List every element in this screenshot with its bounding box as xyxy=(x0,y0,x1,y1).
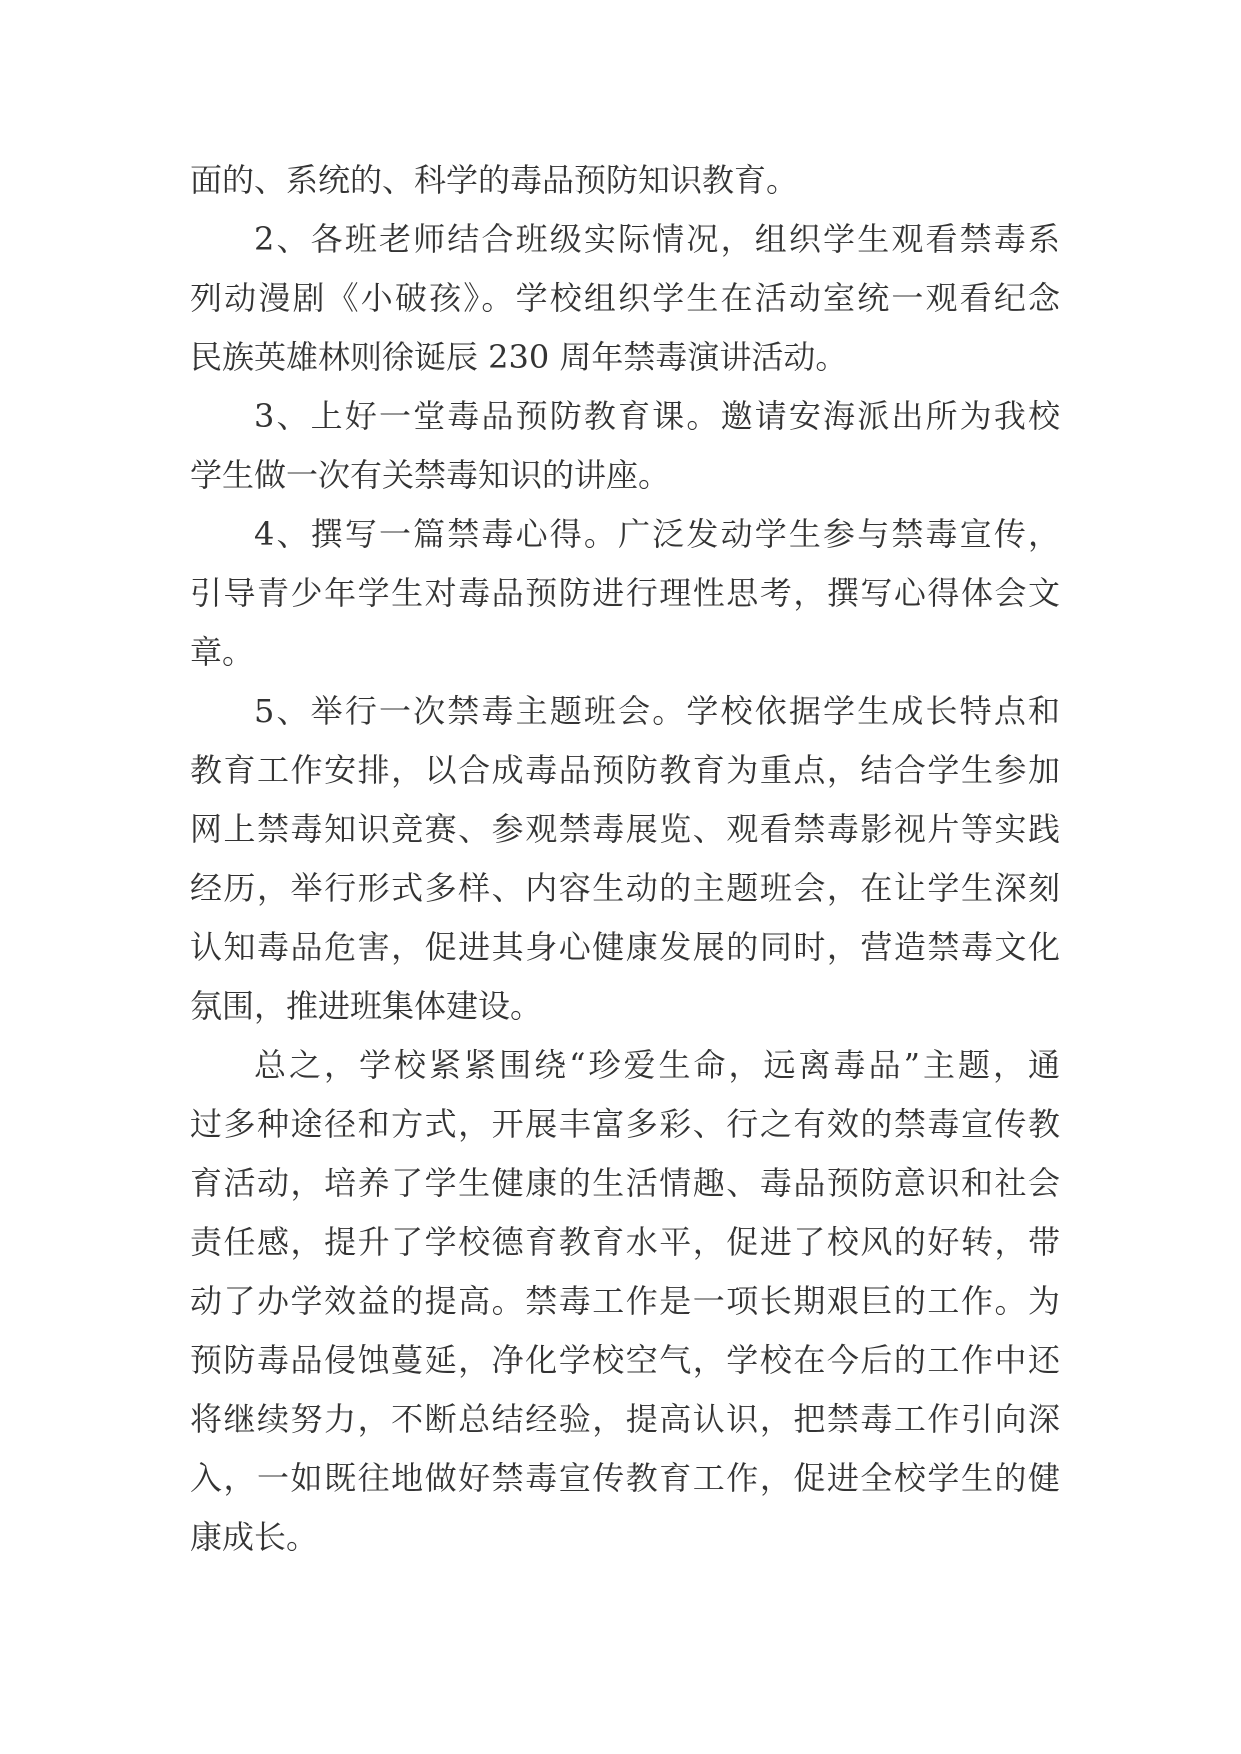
text-line: 学生做一次有关禁毒知识的讲座。 xyxy=(190,456,671,494)
body-text xyxy=(190,151,1060,1567)
text-line: 5、举行一次禁毒主题班会。学校依据学生成长特点和 xyxy=(254,692,1060,730)
text-line: 将继续努力，不断总结经验，提高认识，把禁毒工作引向深 xyxy=(190,1400,1060,1438)
text-line: 3、上好一堂毒品预防教育课。邀请安海派出所为我校 xyxy=(254,397,1060,435)
paragraph-5 xyxy=(190,682,1060,1036)
paragraph-3 xyxy=(190,387,1060,505)
text-line: 氛围，推进班集体建设。 xyxy=(190,987,543,1025)
text-line: 引导青少年学生对毒品预防进行理性思考，撰写心得体会文 xyxy=(190,574,1060,612)
text-line: 4、撰写一篇禁毒心得。广泛发动学生参与禁毒宣传， xyxy=(254,515,1060,553)
paragraph-4 xyxy=(190,505,1060,682)
paragraph-2 xyxy=(190,210,1060,387)
text-line: 教育工作安排，以合成毒品预防教育为重点，结合学生参加 xyxy=(190,751,1060,789)
text-line: 网上禁毒知识竞赛、参观禁毒展览、观看禁毒影视片等实践 xyxy=(190,810,1060,848)
text-line: 总之，学校紧紧围绕“珍爱生命，远离毒品”主题，通 xyxy=(254,1046,1060,1084)
paragraph-1 xyxy=(190,151,1060,210)
text-line: 预防毒品侵蚀蔓延，净化学校空气，学校在今后的工作中还 xyxy=(190,1341,1060,1379)
text-line: 章。 xyxy=(190,633,255,671)
text-line: 经历，举行形式多样、内容生动的主题班会，在让学生深刻 xyxy=(190,869,1060,907)
paragraph-6 xyxy=(190,1036,1060,1567)
text-line: 责任感，提升了学校德育教育水平，促进了校风的好转，带 xyxy=(190,1223,1060,1261)
text-line: 认知毒品危害，促进其身心健康发展的同时，营造禁毒文化 xyxy=(190,928,1060,966)
text-line: 过多种途径和方式，开展丰富多彩、行之有效的禁毒宣传教 xyxy=(190,1105,1060,1143)
text-line: 面的、系统的、科学的毒品预防知识教育。 xyxy=(190,161,799,199)
text-line: 入，一如既往地做好禁毒宣传教育工作，促进全校学生的健 xyxy=(190,1459,1060,1497)
text-line: 育活动，培养了学生健康的生活情趣、毒品预防意识和社会 xyxy=(190,1164,1060,1202)
text-line: 康成长。 xyxy=(190,1518,319,1556)
text-line: 动了办学效益的提高。禁毒工作是一项长期艰巨的工作。为 xyxy=(190,1282,1060,1320)
text-line: 民族英雄林则徐诞辰 230 周年禁毒演讲活动。 xyxy=(190,338,848,376)
text-line: 2、各班老师结合班级实际情况，组织学生观看禁毒系 xyxy=(254,220,1060,258)
text-line: 列动漫剧《小破孩》。学校组织学生在活动室统一观看纪念 xyxy=(190,279,1060,317)
